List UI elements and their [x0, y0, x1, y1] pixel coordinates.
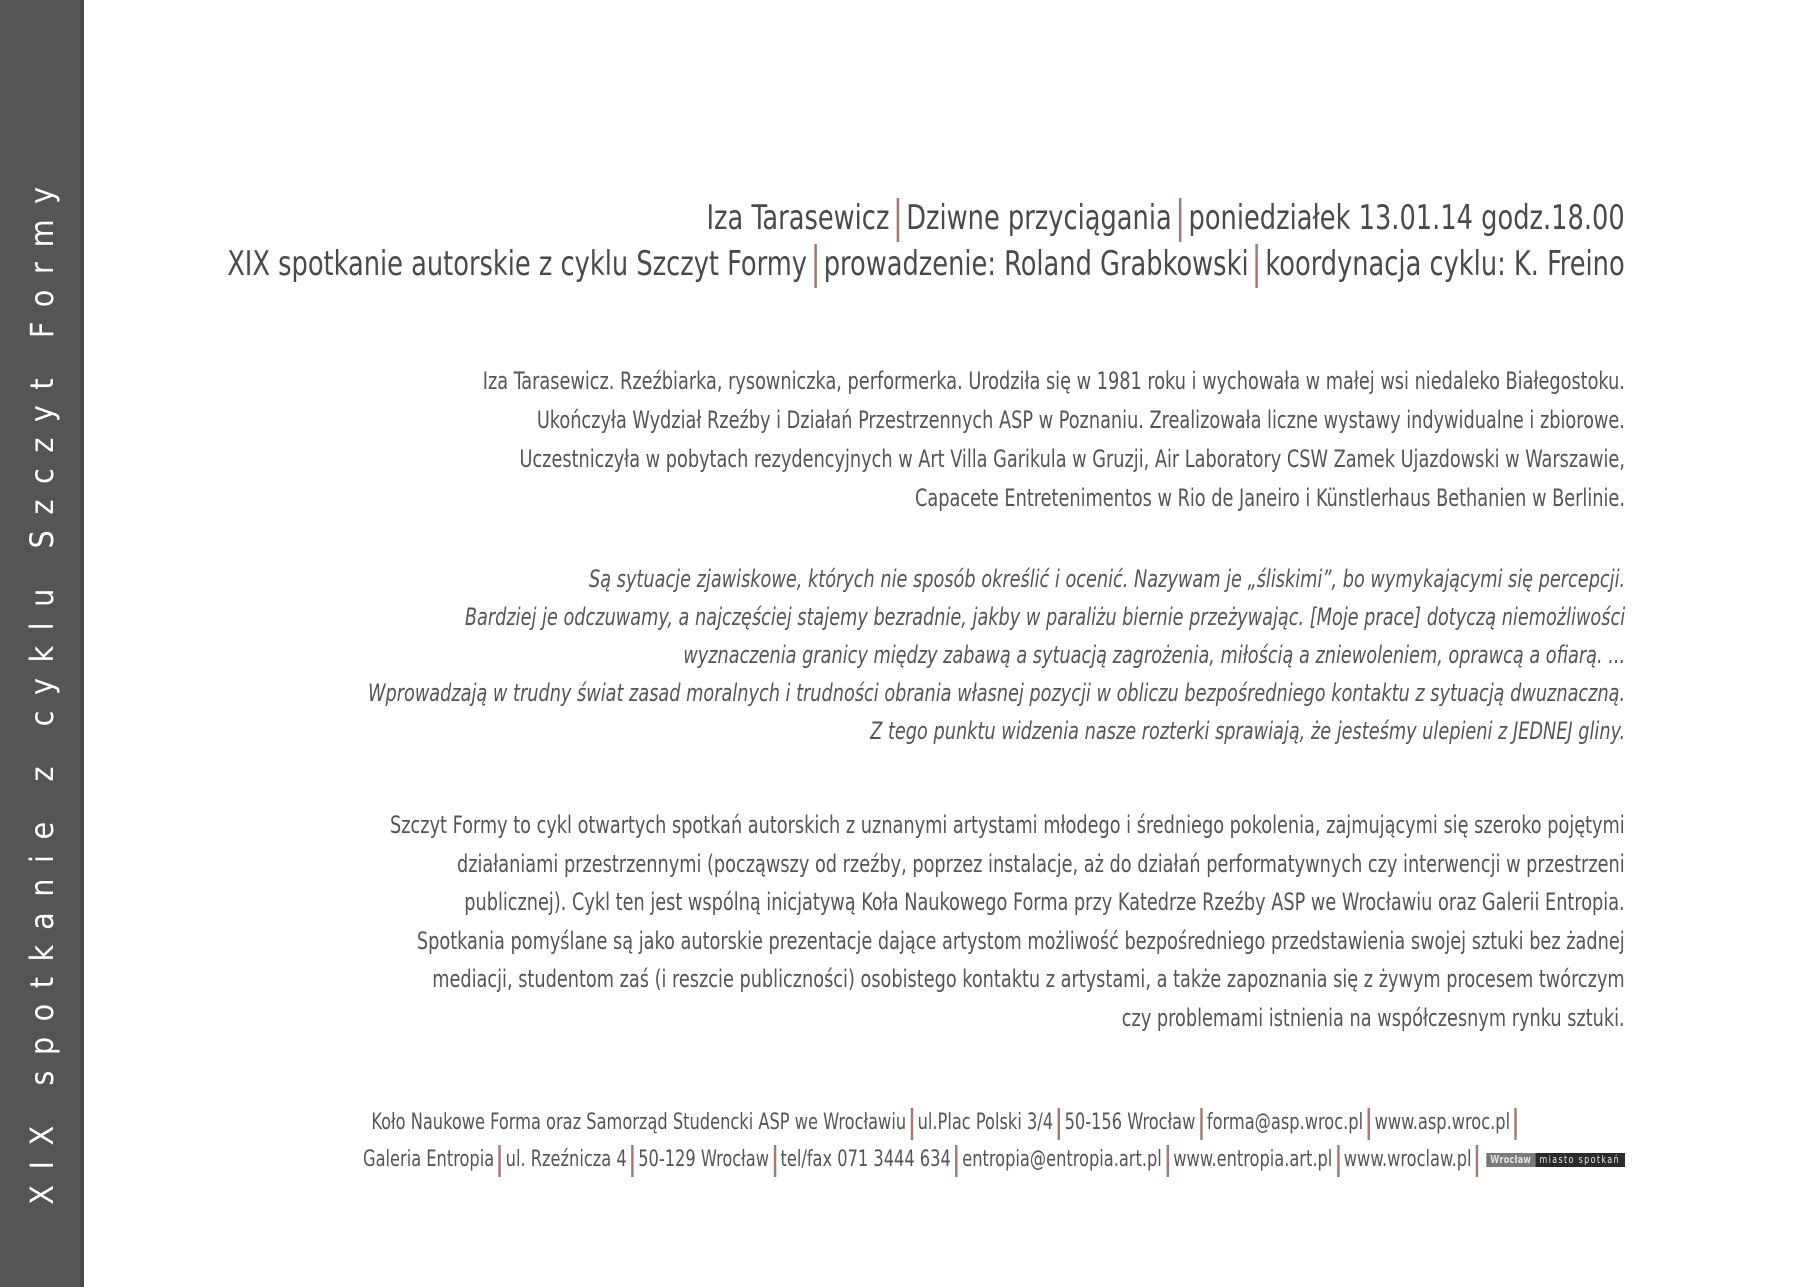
- separator-bar: [897, 198, 900, 242]
- separator-bar: [1256, 244, 1259, 288]
- separator-bar: [1368, 1108, 1370, 1140]
- quote-line: wyznaczenia granicy między zabawą a sytuacją zagrożenia, miłością a zniewoleniem, oprawcą a ofiarą. ...: [683, 641, 1625, 669]
- bio-line: Iza Tarasewicz. Rzeźbiarka, rysowniczka, performerka. Urodziła się w 1981 roku i wychowała w małej wsi niedaleko Białegostoku.: [482, 367, 1625, 395]
- host-info: prowadzenie: Roland Grabkowski: [824, 243, 1249, 284]
- organizer-postcode: 50-156 Wrocław: [1064, 1110, 1196, 1135]
- footer-line-1: [363, 1104, 1625, 1141]
- gallery-address: ul. Rzeźnicza 4: [505, 1147, 627, 1172]
- sidebar-edge: [80, 0, 84, 1287]
- artist-quote: [368, 560, 1625, 750]
- separator-bar: [911, 1108, 913, 1140]
- separator-bar: [631, 1145, 633, 1177]
- separator-bar: [1166, 1145, 1168, 1177]
- artist-bio: [483, 362, 1625, 518]
- separator-bar: [1337, 1145, 1339, 1177]
- logo-city-name: Wrocław: [1486, 1153, 1535, 1167]
- gallery-website-link[interactable]: www.entropia.art.pl: [1173, 1147, 1333, 1172]
- quote-line: Z tego punktu widzenia nasze rozterki sprawiają, że jesteśmy ulepieni z JEDNEJ gliny.: [870, 717, 1625, 745]
- series-info: XIX spotkanie autorskie z cyklu Szczyt Formy: [227, 243, 808, 284]
- logo-slogan: miasto spotkań: [1539, 1153, 1621, 1166]
- separator-bar: [955, 1145, 957, 1177]
- bio-line: Uczestniczyła w pobytach rezydencyjnych w Art Villa Garikula w Gruzji, Air Laboratory CSW Zamek Ujazdowski w Warszawie,: [519, 445, 1625, 473]
- gallery-name: Galeria Entropia: [363, 1147, 495, 1172]
- series-description: [390, 806, 1625, 1037]
- quote-line: Wprowadzają w trudny świat zasad moralnych i trudności obrania własnej pozycji w obliczu bezpośredniego kontaktu z sytuacją dwuznaczną.: [367, 679, 1625, 707]
- quote-line: Bardziej je odczuwamy, a najczęściej stajemy bezradnie, jakby w paraliżu biernie przeżywając. [Moje prace] dotyczą niemożliwości: [464, 603, 1626, 631]
- header-line-1: [228, 196, 1625, 242]
- coordination-info: koordynacja cyklu: K. Freino: [1265, 243, 1625, 284]
- event-header: [228, 196, 1625, 288]
- organizer-address: ul.Plac Polski 3/4: [917, 1110, 1054, 1135]
- city-website-link[interactable]: www.wroclaw.pl: [1343, 1147, 1472, 1172]
- event-title: Dziwne przyciągania: [906, 198, 1173, 238]
- description-line: mediacji, studentom zaś (i reszcie publiczności) osobistego kontaktu z artystami, a także zapoznania się z żywym procesem twórczym: [432, 965, 1626, 993]
- description-line: Spotkania pomyślane są jako autorskie prezentacje dające artystom możliwość bezpośredniego przedstawienia swojej sztuki bez żadnej: [417, 926, 1626, 955]
- bio-line: Ukończyła Wydział Rzeźby i Działań Przestrzennych ASP w Poznaniu. Zrealizowała liczne wystawy indywidualne i zbiorowe.: [536, 406, 1625, 434]
- event-date: poniedziałek 13.01.14 godz.18.00: [1188, 198, 1625, 238]
- separator-bar: [1200, 1108, 1202, 1140]
- footer-line-2: [363, 1141, 1625, 1178]
- organizer-name: Koło Naukowe Forma oraz Samorząd Studencki ASP we Wrocławiu: [371, 1110, 907, 1135]
- description-line: czy problemami istnienia na współczesnym rynku sztuki.: [1122, 1003, 1625, 1032]
- sidebar-vertical-title: XIX spotkanie z cyklu Szczyt Formy: [23, 171, 61, 1205]
- header-line-2: [228, 242, 1625, 288]
- separator-bar: [1515, 1108, 1517, 1140]
- separator-bar: [774, 1145, 776, 1177]
- separator-bar: [814, 244, 817, 288]
- separator-bar: [1058, 1108, 1060, 1140]
- artist-name: Iza Tarasewicz: [706, 198, 890, 238]
- separator-bar: [499, 1145, 501, 1177]
- organizer-email-link[interactable]: forma@asp.wroc.pl: [1206, 1110, 1364, 1135]
- description-line: publicznej). Cykl ten jest wspólną inicjatywą Koła Naukowego Forma przy Katedrze Rzeźby ASP we Wrocławiu oraz Galerii Entropia.: [464, 888, 1626, 916]
- sidebar-band: [0, 0, 84, 1287]
- organizer-website-link[interactable]: www.asp.wroc.pl: [1374, 1110, 1511, 1135]
- description-line: działaniami przestrzennymi (począwszy od rzeźby, poprzez instalacje, aż do działań performatywnych czy interwencji w przestrzeni: [457, 849, 1625, 878]
- gallery-email-link[interactable]: entropia@entropia.art.pl: [962, 1147, 1162, 1172]
- description-line: Szczyt Formy to cykl otwartych spotkań autorskich z uznanymi artystami młodego i średniego pokolenia, zajmującymi się szeroko pojętymi: [390, 811, 1625, 839]
- separator-bar: [1476, 1145, 1478, 1177]
- separator-bar: [1179, 198, 1182, 242]
- wroclaw-logo: [1486, 1153, 1625, 1167]
- gallery-postcode: 50-129 Wrocław: [638, 1147, 770, 1172]
- bio-line: Capacete Entretenimentos w Rio de Janeiro i Künstlerhaus Bethanien w Berlinie.: [915, 484, 1625, 512]
- footer-contacts: [363, 1104, 1625, 1178]
- quote-line: Są sytuacje zjawiskowe, których nie sposób określić i ocenić. Nazywam je „śliskimi”, bo wymykającymi się percepcji.: [588, 565, 1625, 593]
- gallery-phone: tel/fax 071 3444 634: [780, 1147, 951, 1172]
